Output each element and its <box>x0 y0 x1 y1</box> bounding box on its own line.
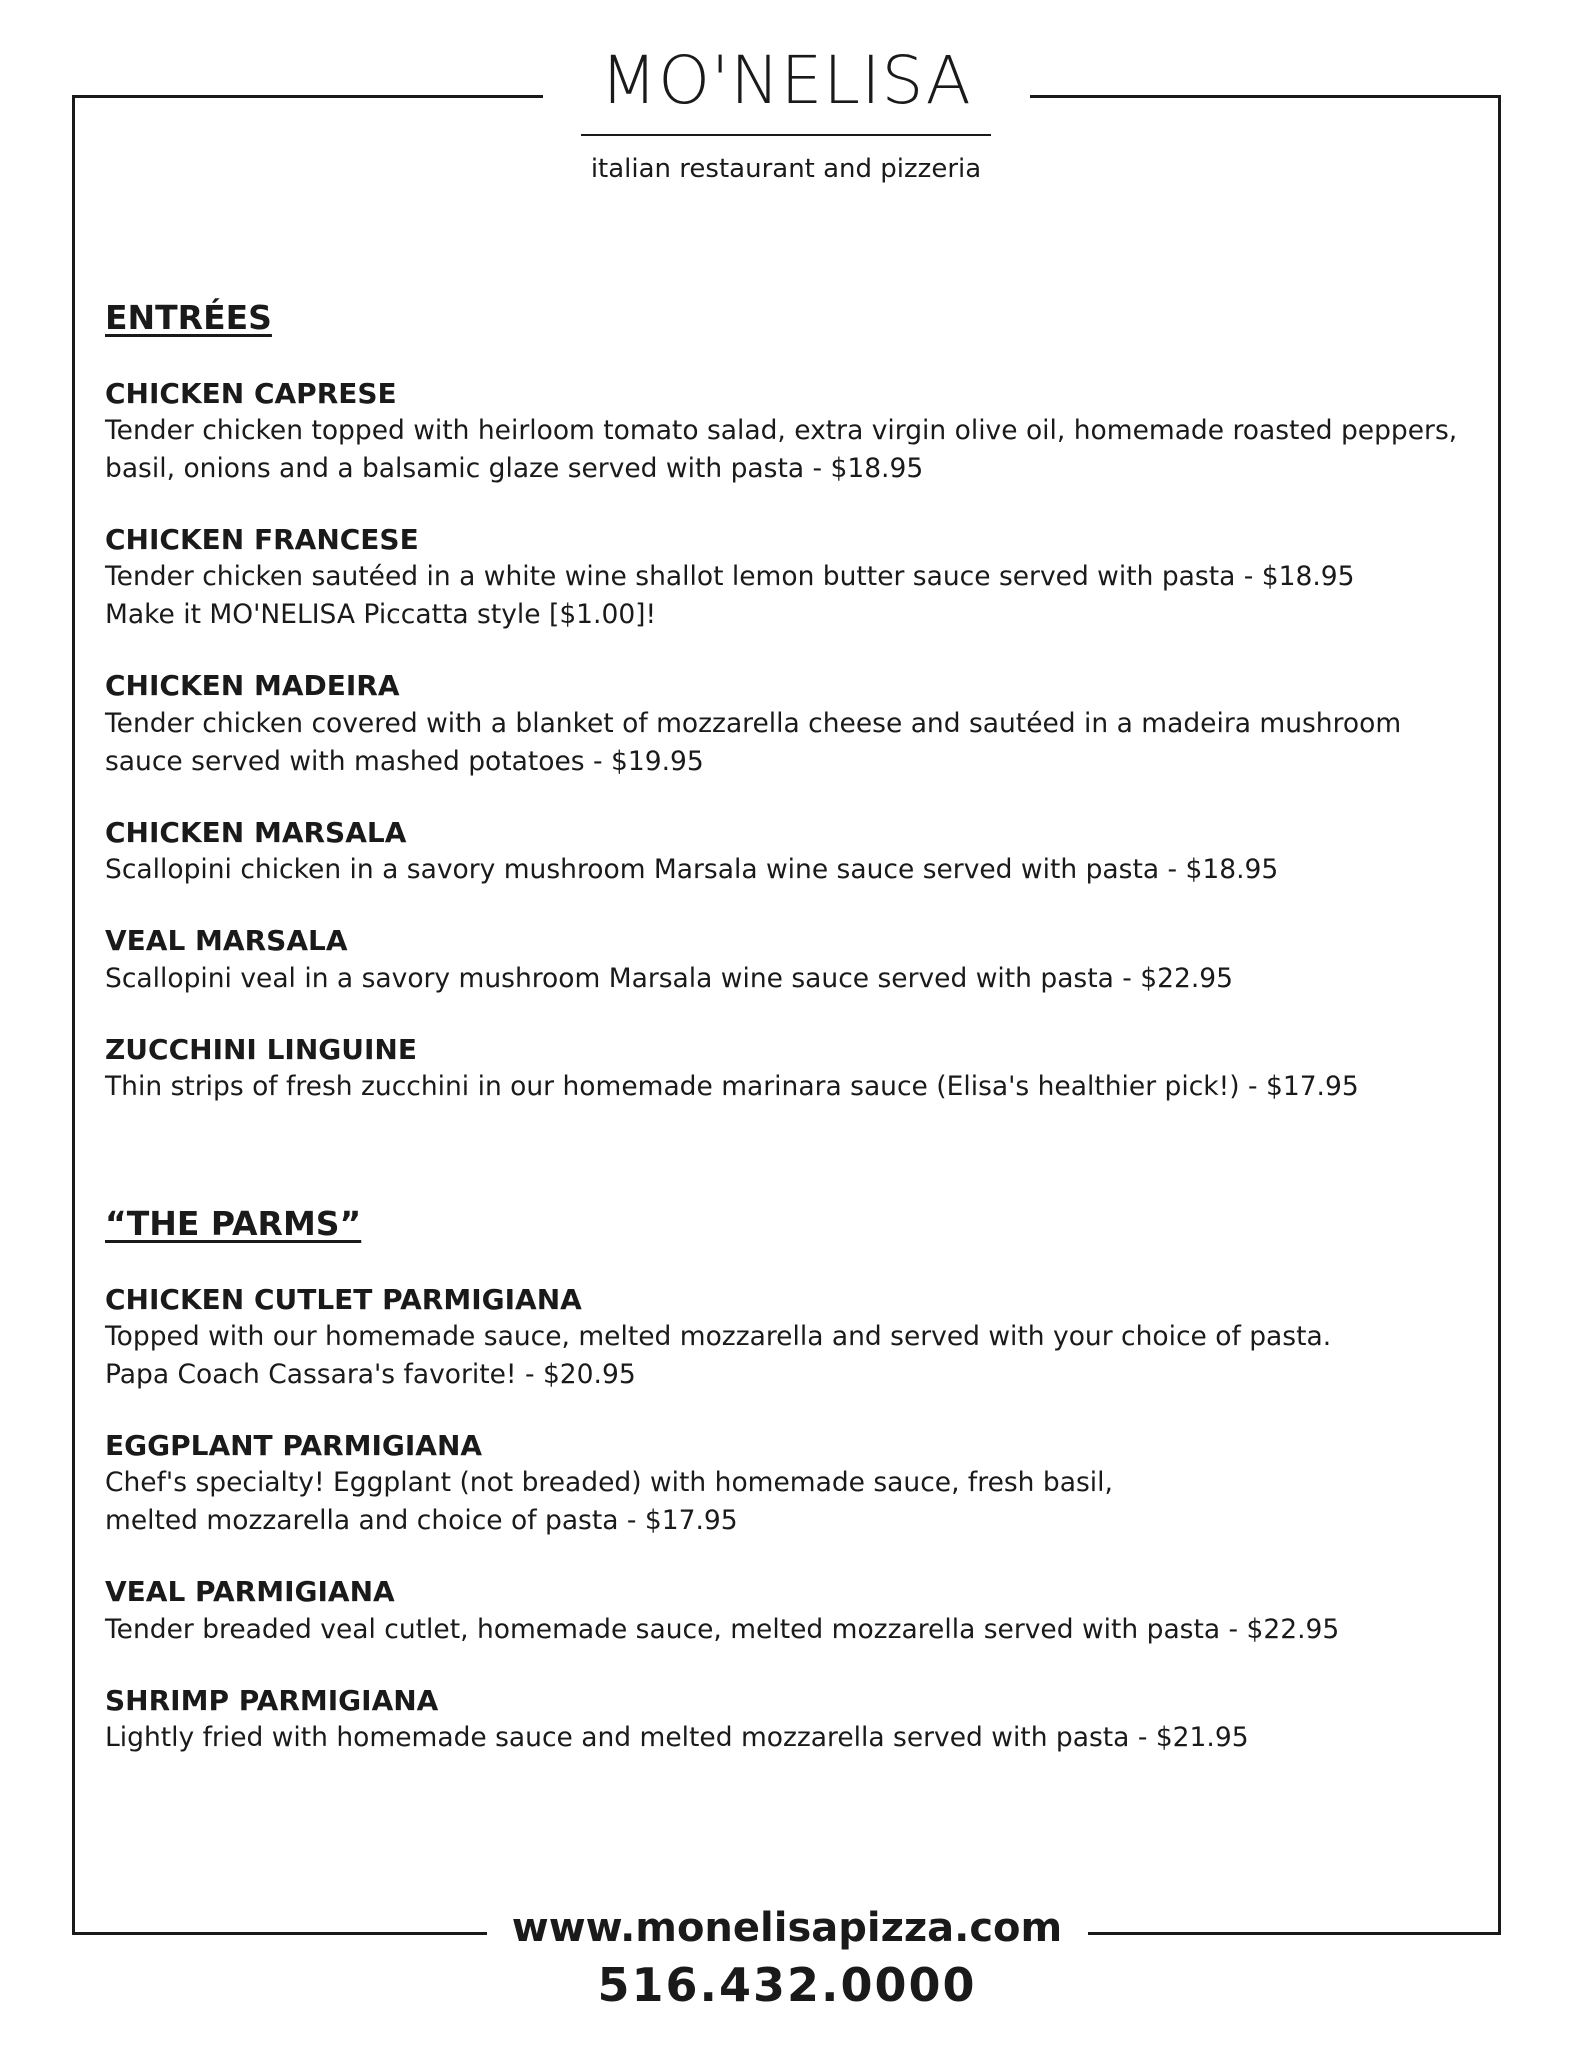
menu-item-description: Thin strips of fresh zucchini in our homemade marinara sauce (Elisa's healthier pick!) - $17.95 <box>105 1070 1359 1102</box>
section-entrees <box>105 298 1485 1106</box>
menu-item-name: CHICKEN CUTLET PARMIGIANA <box>105 1282 582 1316</box>
menu-content <box>105 298 1485 1791</box>
frame-top-left-line <box>72 95 543 98</box>
menu-item-name: EGGPLANT PARMIGIANA <box>105 1428 483 1462</box>
menu-item <box>105 815 1485 889</box>
section-title: ENTRÉES <box>105 298 272 337</box>
menu-item-description: Tender chicken sautéed in a white wine shallot lemon butter sauce served with pasta - $18.95 Make it MO'NELISA Piccatta style [$1.00]! <box>105 561 1355 631</box>
menu-item <box>105 1032 1485 1106</box>
menu-item-name: CHICKEN MARSALA <box>105 815 407 849</box>
menu-item-description: Tender chicken covered with a blanket of mozzarella cheese and sautéed in a madeira mushroom sauce served with mashed potatoes - $19.95 <box>105 707 1402 777</box>
menu-item <box>105 522 1485 634</box>
menu-item <box>105 1282 1485 1394</box>
menu-item-description: Tender chicken topped with heirloom tomato salad, extra virgin olive oil, homemade roasted peppers, basil, onions and a balsamic glaze served with pasta - $18.95 <box>105 414 1458 484</box>
brand-logo-name: MO'NELISA <box>600 42 972 119</box>
section-title: “THE PARMS” <box>105 1203 362 1243</box>
frame-top-right-line <box>1030 95 1501 98</box>
menu-item-description: Tender breaded veal cutlet, homemade sauce, melted mozzarella served with pasta - $22.95 <box>105 1613 1340 1645</box>
menu-item-description: Lightly fried with homemade sauce and melted mozzarella served with pasta - $21.95 <box>105 1722 1249 1754</box>
menu-item-name: CHICKEN CAPRESE <box>105 376 397 410</box>
section-spacer <box>105 1140 1485 1204</box>
brand-header <box>560 42 1012 184</box>
phone-number[interactable]: 516.432.0000 <box>597 1958 977 2012</box>
menu-item <box>105 668 1485 780</box>
website-link[interactable]: www.monelisapizza.com <box>511 1905 1063 1951</box>
frame-right-line <box>1498 95 1501 1935</box>
menu-item-description: Chef's specialty! Eggplant (not breaded) with homemade sauce, fresh basil, melted mozzarella and choice of pasta - $17.95 <box>105 1467 1113 1537</box>
brand-tagline: italian restaurant and pizzeria <box>590 154 982 184</box>
menu-item-name: VEAL PARMIGIANA <box>105 1575 395 1609</box>
menu-item <box>105 923 1485 997</box>
footer-contact <box>486 1904 1088 2013</box>
menu-item-name: CHICKEN MADEIRA <box>105 669 400 703</box>
menu-item <box>105 376 1485 488</box>
frame-bottom-left-line <box>72 1932 487 1935</box>
menu-item <box>105 1683 1485 1757</box>
frame-left-line <box>72 95 75 1935</box>
menu-item-description: Scallopini veal in a savory mushroom Marsala wine sauce served with pasta - $22.95 <box>105 962 1233 994</box>
brand-divider <box>581 134 991 136</box>
menu-item-name: SHRIMP PARMIGIANA <box>105 1683 439 1717</box>
menu-item-description: Scallopini chicken in a savory mushroom Marsala wine sauce served with pasta - $18.95 <box>105 854 1279 886</box>
menu-item-name: ZUCCHINI LINGUINE <box>105 1032 417 1066</box>
section-parms <box>105 1204 1485 1757</box>
menu-item-name: CHICKEN FRANCESE <box>105 522 419 556</box>
frame-bottom-right-line <box>1088 1932 1501 1935</box>
menu-item-description: Topped with our homemade sauce, melted mozzarella and served with your choice of pasta. Papa Coach Cassara's favorite! - $20.95 <box>105 1320 1332 1390</box>
menu-item <box>105 1574 1485 1648</box>
menu-item <box>105 1428 1485 1540</box>
menu-item-name: VEAL MARSALA <box>105 924 348 958</box>
